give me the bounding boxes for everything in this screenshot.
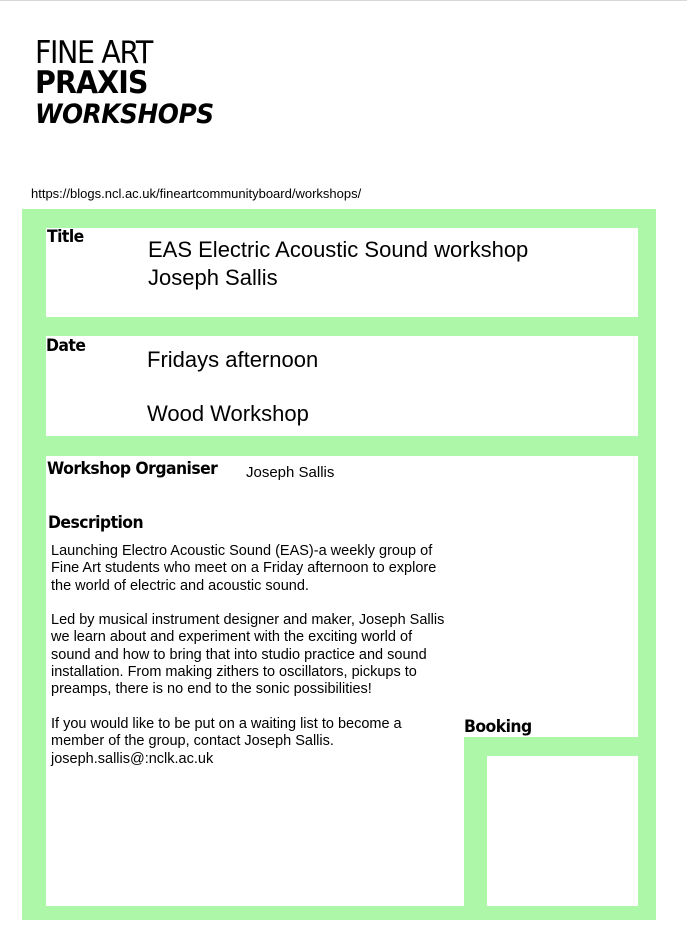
workshop-date: Fridays afternoon (147, 347, 319, 372)
date-label: Date (46, 336, 86, 356)
description-paragraph-1: Launching Electro Acoustic Sound (EAS)-a weekly group of Fine Art students who meet on a Friday afternoon to explore the world of electric and acoustic sound. (51, 543, 437, 594)
logo-line-praxis: PRAXIS (35, 65, 148, 101)
description-paragraph-3: If you would like to be put on a waiting list to become a member of the group, contact Joseph Sallis. joseph.sallis@:nclk.ac.uk (51, 715, 402, 767)
description-paragraph-2: Led by musical instrument designer and maker, Joseph Sallis we learn about and experiment with the exciting world of sound and how to bring that into studio practice and sound installation. From making zithers to oscillators, pickups to preamps, there is no end to the sonic possibilities! (51, 612, 445, 698)
logo-line-fine-art: FINE ART (35, 35, 152, 71)
workshop-location: Wood Workshop (147, 401, 309, 426)
logo-line-workshops: WORKSHOPS (35, 99, 214, 130)
date-panel (46, 336, 638, 436)
booking-panel[interactable] (487, 756, 638, 906)
top-divider (0, 0, 687, 1)
booking-label: Booking (464, 717, 532, 737)
workshop-title-name: Joseph Sallis (148, 265, 278, 290)
description-text (51, 543, 471, 785)
logo (35, 35, 229, 130)
title-label: Title (47, 227, 84, 247)
page-url[interactable]: https://blogs.ncl.ac.uk/fineartcommunityboard/workshops/ (31, 186, 362, 201)
organiser-name: Joseph Sallis (246, 464, 335, 481)
description-label: Description (48, 513, 144, 533)
organiser-label: Workshop Organiser (47, 459, 218, 479)
workshop-title: EAS Electric Acoustic Sound workshop (148, 237, 529, 262)
